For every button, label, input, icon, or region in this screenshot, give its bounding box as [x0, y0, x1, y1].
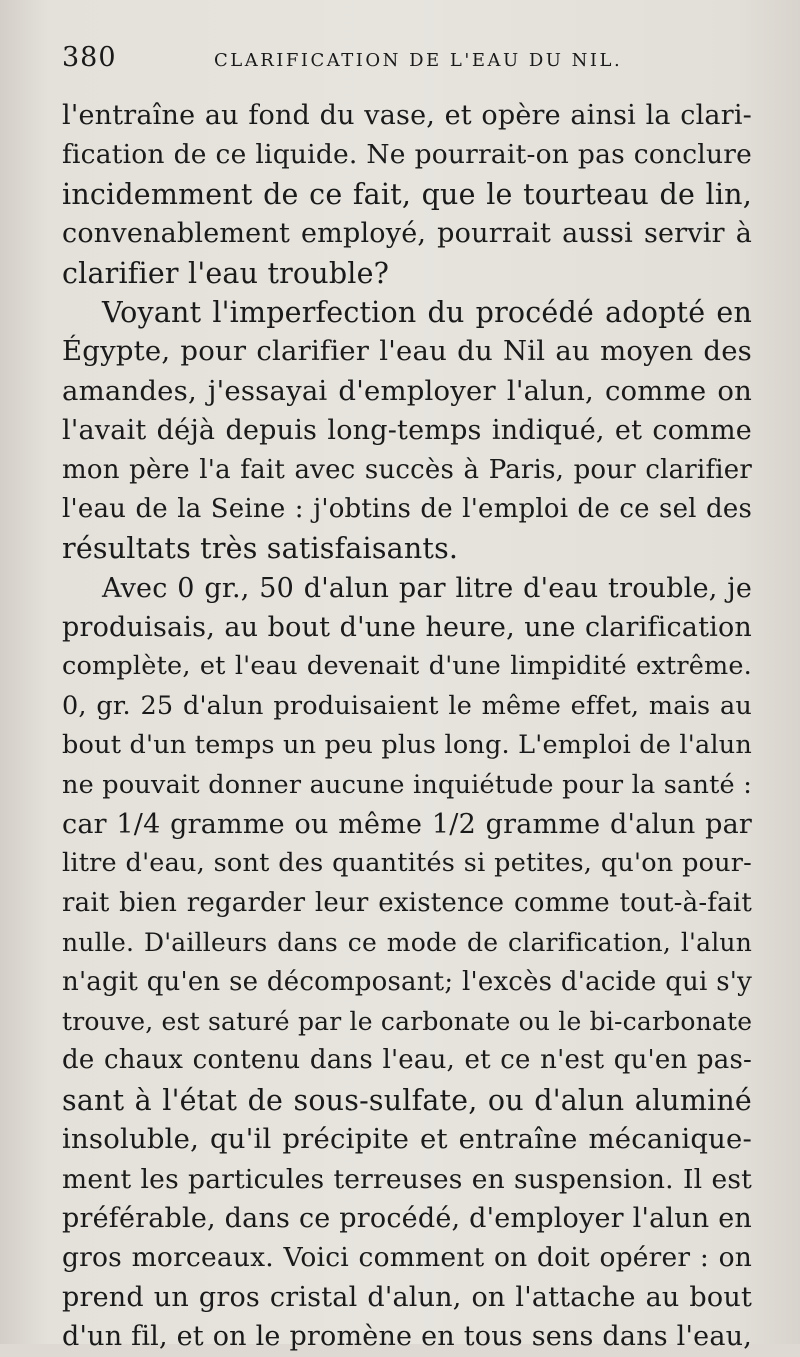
- text-line: incidemment de ce fait, que le tourteau de lin,: [62, 177, 752, 211]
- text-line: ne pouvait donner aucune inquiétude pour la santé :: [62, 769, 752, 800]
- text-line: clarifier l'eau trouble?: [62, 256, 390, 290]
- text-line: Voyant l'imperfection du procédé adopté en: [102, 295, 752, 329]
- text-line: nulle. D'ailleurs dans ce mode de clarification, l'alun: [62, 928, 752, 958]
- text-line: l'eau de la Seine : j'obtins de l'emploi de ce sel des: [62, 493, 752, 524]
- text-line: résultats très satisfaisants.: [62, 532, 459, 566]
- text-line: 0, gr. 25 d'alun produisaient le même effet, mais au: [62, 690, 752, 721]
- text-line: de chaux contenu dans l'eau, et ce n'est qu'en pas-: [62, 1045, 752, 1076]
- page-header: [62, 42, 752, 82]
- text-line: sant à l'état de sous-sulfate, ou d'alun aluminé: [62, 1083, 752, 1117]
- text-line: convenablement employé, pourrait aussi servir à: [62, 218, 752, 250]
- text-line: rait bien regarder leur existence comme tout-à-fait: [62, 887, 752, 918]
- text-line: Avec 0 gr., 50 d'alun par litre d'eau trouble, je: [102, 572, 752, 604]
- text-line: prend un gros cristal d'alun, on l'attache au bout: [62, 1281, 752, 1313]
- text-line: insoluble, qu'il précipite et entraîne mécanique-: [62, 1123, 752, 1156]
- text-line: amandes, j'essayai d'employer l'alun, comme on: [62, 374, 752, 407]
- text-line: mon père l'a fait avec succès à Paris, pour clarifier: [62, 454, 752, 485]
- text-line: préférable, dans ce procédé, d'employer l'alun en: [62, 1202, 752, 1234]
- text-line: gros morceaux. Voici comment on doit opérer : on: [62, 1242, 752, 1274]
- text-line: l'entraîne au fond du vase, et opère ainsi la clari-: [62, 100, 752, 131]
- text-line: fication de ce liquide. Ne pourrait-on pas conclure: [62, 139, 752, 171]
- text-line: car 1/4 gramme ou même 1/2 gramme d'alun par: [62, 809, 752, 841]
- page-number: 380: [62, 42, 117, 73]
- text-line: d'un fil, et on le promène en tous sens dans l'eau,: [62, 1321, 752, 1353]
- text-line: bout d'un temps un peu plus long. L'emploi de l'alun: [62, 730, 752, 761]
- text-line: ment les particules terreuses en suspension. Il est: [62, 1163, 752, 1195]
- text-line: complète, et l'eau devenait d'une limpidité extrême.: [62, 651, 752, 682]
- running-title: CLARIFICATION DE L'EAU DU NIL.: [214, 50, 623, 71]
- text-line: Égypte, pour clarifier l'eau du Nil au moyen des: [62, 335, 752, 368]
- text-line: l'avait déjà depuis long-temps indiqué, et comme: [62, 415, 752, 447]
- text-line: produisais, au bout d'une heure, une clarification: [62, 612, 752, 644]
- text-line: trouve, est saturé par le carbonate ou le bi-carbonate: [62, 1006, 753, 1036]
- text-line: litre d'eau, sont des quantités si petites, qu'on pour-: [62, 848, 752, 879]
- body-text: [62, 96, 752, 1357]
- text-line: n'agit qu'en se décomposant; l'excès d'acide qui s'y: [62, 966, 752, 997]
